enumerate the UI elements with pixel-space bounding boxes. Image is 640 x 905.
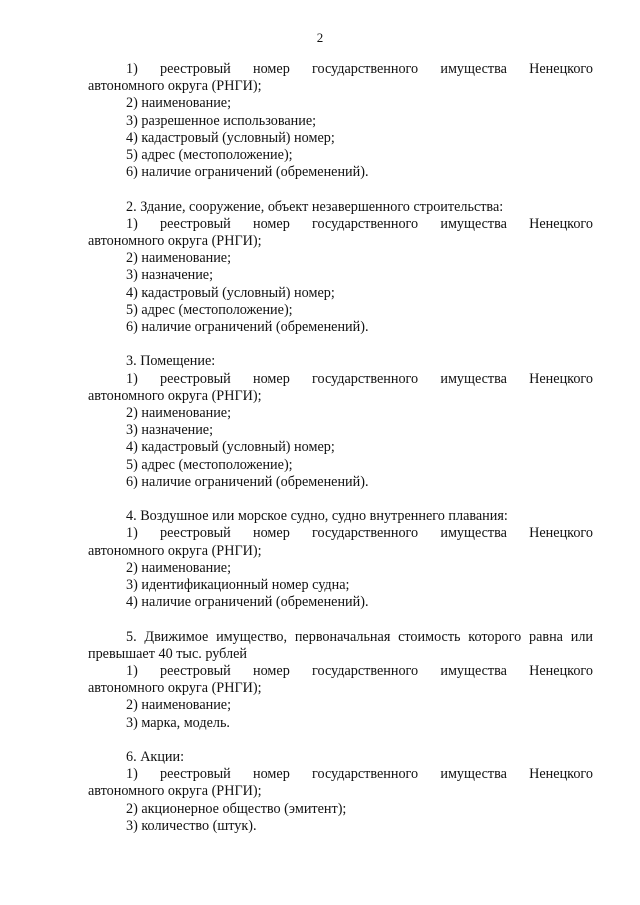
- registry-number-line-2: автономного округа (РНГИ);: [88, 387, 262, 404]
- section-heading: 3. Помещение:: [126, 353, 216, 370]
- list-item: 3) разрешенное использование;: [126, 112, 317, 129]
- registry-number-line-2: автономного округа (РНГИ);: [88, 542, 262, 559]
- list-item: 3) марка, модель.: [126, 714, 230, 731]
- registry-number-line-1: 1) реестровый номер государственного имущества Ненецкого: [126, 525, 593, 542]
- registry-number-line-2: автономного округа (РНГИ);: [88, 233, 262, 250]
- section-heading: 2. Здание, сооружение, объект незавершенного строительства:: [126, 198, 504, 215]
- list-item: 6) наличие ограничений (обременений).: [126, 473, 369, 490]
- list-item: 3) количество (штук).: [126, 817, 257, 834]
- registry-number-line-2: автономного округа (РНГИ);: [88, 783, 262, 800]
- section-heading: 4. Воздушное или морское судно, судно внутреннего плавания:: [126, 508, 508, 525]
- registry-number-line-1: 1) реестровый номер государственного имущества Ненецкого: [126, 61, 593, 77]
- list-item: 3) назначение;: [126, 267, 214, 284]
- list-item: 3) идентификационный номер судна;: [126, 577, 350, 594]
- list-item: 2) наименование;: [126, 95, 232, 112]
- list-item: 2) наименование;: [126, 405, 232, 422]
- registry-number-line-1: 1) реестровый номер государственного имущества Ненецкого: [126, 766, 593, 783]
- list-item: 2) наименование;: [126, 559, 232, 576]
- registry-number-line-1: 1) реестровый номер государственного имущества Ненецкого: [126, 215, 593, 232]
- section-heading: 6. Акции:: [126, 749, 185, 766]
- list-item: 4) кадастровый (условный) номер;: [126, 284, 335, 301]
- list-item: 4) кадастровый (условный) номер;: [126, 439, 335, 456]
- section-1: [88, 61, 593, 181]
- list-item: 2) наименование;: [126, 250, 232, 267]
- list-item: 5) адрес (местоположение);: [126, 301, 293, 318]
- page-number: 2: [316, 30, 324, 45]
- registry-number-line-2: автономного округа (РНГИ);: [88, 78, 262, 95]
- list-item: 2) наименование;: [126, 697, 232, 714]
- section-heading: 5. Движимое имущество, первоначальная стоимость которого равна или превышает 40 тыс. рублей: [88, 628, 593, 662]
- registry-number-line-2: автономного округа (РНГИ);: [88, 680, 262, 697]
- list-item: 2) акционерное общество (эмитент);: [126, 800, 347, 817]
- section-2: [88, 199, 593, 337]
- list-item: 4) наличие ограничений (обременений).: [126, 594, 369, 611]
- section-5: [88, 629, 593, 732]
- list-item: 3) назначение;: [126, 422, 214, 439]
- registry-number-line-1: 1) реестровый номер государственного имущества Ненецкого: [126, 370, 593, 387]
- list-item: 5) адрес (местоположение);: [126, 456, 293, 473]
- registry-number-line-1: 1) реестровый номер государственного имущества Ненецкого: [126, 663, 593, 680]
- list-item: 6) наличие ограничений (обременений).: [126, 319, 369, 336]
- section-4: [88, 508, 593, 611]
- list-item: 4) кадастровый (условный) номер;: [126, 129, 335, 146]
- list-item: 6) наличие ограничений (обременений).: [126, 164, 369, 181]
- section-6: [88, 749, 593, 835]
- document-body: [88, 61, 593, 835]
- section-3: [88, 353, 593, 491]
- list-item: 5) адрес (местоположение);: [126, 147, 293, 164]
